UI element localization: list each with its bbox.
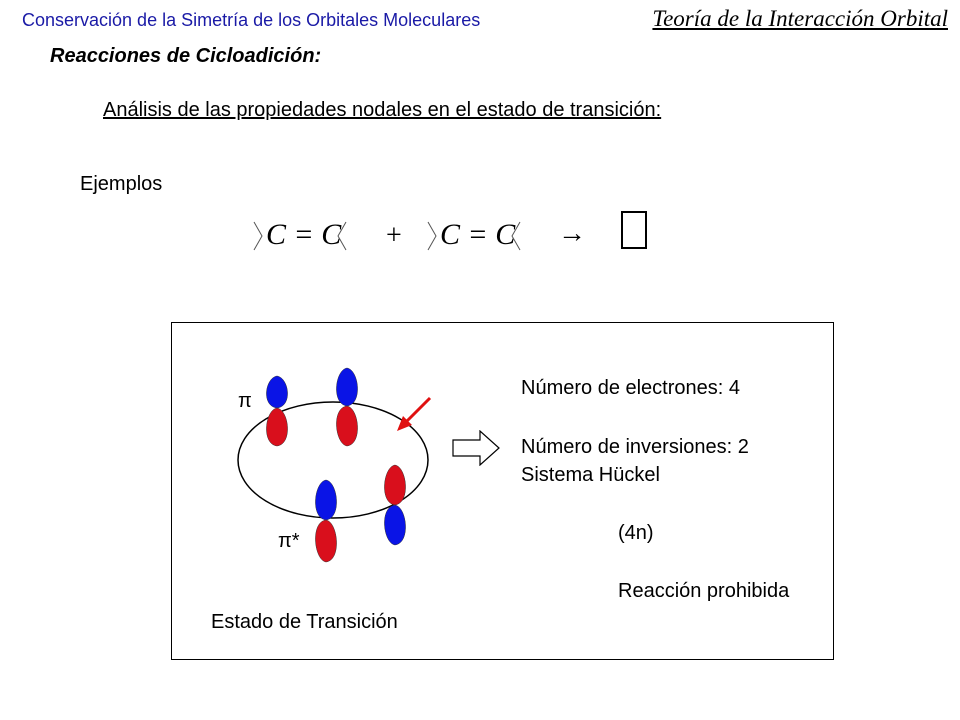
reactant-1-formula: C = C [266,218,342,251]
system-type: Sistema Hückel [521,464,660,486]
electron-count: Número de electrones: 4 [521,377,741,399]
reactant-2 [428,218,520,251]
inversion-count: Número de inversiones: 2 [521,436,749,458]
lobe-positive [384,505,405,545]
lobe-positive [266,376,287,408]
reaction-result: Reacción prohibida [618,580,790,602]
plus-sign: + [386,220,402,251]
pi-star-label: π* [278,530,300,552]
section-heading: Análisis de las propiedades nodales en el estado de transición: [103,99,662,121]
lobe-positive [336,368,357,406]
examples-label: Ejemplos [80,173,163,195]
lobe-positive [315,480,336,520]
implication-arrow-icon [452,430,500,466]
slide-subtitle: Reacciones de Cicloadición: [50,45,322,67]
pi-orbital-right [336,368,357,446]
diagram-caption: Estado de Transición [211,611,398,633]
lobe-negative [315,520,336,562]
reactant-2-formula: C = C [440,218,516,251]
reactant-1 [254,218,346,251]
orbital-diagram [225,360,455,575]
pi-orbital-left [266,376,287,446]
lobe-negative [266,408,287,446]
selection-rule: (4n) [618,522,654,544]
pointer-arrow-icon [397,398,430,431]
header-right-title: Teoría de la Interacción Orbital [652,6,948,31]
cycloaddition-equation [248,200,668,270]
lobe-negative [384,465,405,505]
cyclobutane-product [622,212,646,248]
pi-label: π [238,390,252,412]
pistar-orbital-right [384,465,405,545]
pistar-orbital-left [315,480,336,562]
reaction-arrow: → [558,218,586,249]
lobe-negative [336,406,357,446]
header-left-title: Conservación de la Simetría de los Orbitales Moleculares [22,10,481,30]
